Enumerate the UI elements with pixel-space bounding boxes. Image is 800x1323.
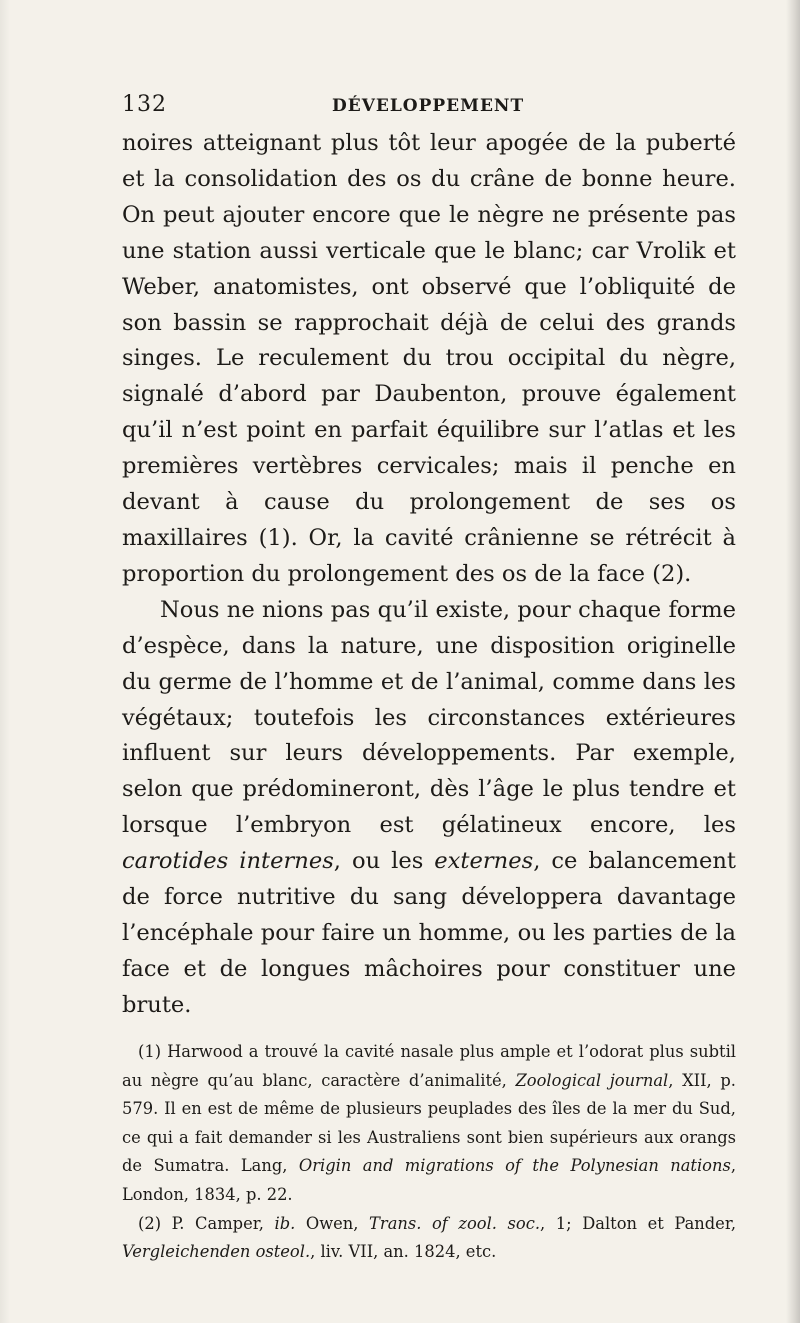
italic-text: Vergleichenden osteol. [122,1242,311,1262]
paragraph [122,126,736,593]
text-run: (2) P. Camper, [138,1213,275,1233]
page-edge-shadow-right [786,0,800,1323]
text-run: , 1; Dalton et Pander, [540,1213,736,1233]
italic-text: externes [434,848,534,875]
text-run: , ou les [333,848,435,875]
text-run: , ce balancement de force nutritive du sang développera davantage l’encéphale pour faire un homme, ou les parties de la face et de longues mâchoires pour constituer une brute. [122,848,736,1018]
footnote [122,1038,736,1210]
italic-text: carotides internes [122,848,334,875]
book-page [122,92,736,1024]
running-title: DÉVELOPPEMENT [332,96,525,116]
running-head [122,92,736,126]
footnote [122,1210,736,1267]
footnotes [122,1038,736,1267]
italic-text: Trans. of zool. soc. [369,1213,541,1233]
text-run: noires atteignant plus tôt leur apogée de la puberté et la consolidation des os du crâne de bonne heure. On peut ajouter encore que le nègre ne présente pas une station aussi verticale que le blanc; car Vrolik et Weber, anatomistes, ont observé que l’obliquité de son bassin se rapprochait déjà de celui des grands singes. Le reculement du trou occipital du nègre, signalé d’abord par Daubenton, prouve également qu’il n’est point en parfait équilibre sur l’atlas et les premières vertèbres cervicales; mais il penche en devant à cause du prolongement de ses os maxillaires (1). Or, la cavité crânienne se rétrécit à proportion du prolongement des os de la face (2). [122,130,736,587]
text-run: Owen, [295,1213,370,1233]
body-text [122,126,736,1024]
text-run: , London, 1834, p. 22. [122,1156,736,1204]
text-run: , XII, p. 579. Il en est de même de plusieurs peuplades des îles de la mer du Sud, ce qui a fait demander si les Australiens sont bien supérieurs aux orangs de Sumatra. Lang, [122,1070,736,1176]
italic-text: Origin and migrations of the Polynesian nations [298,1156,731,1176]
text-run: , liv. VII, an. 1824, etc. [310,1242,497,1262]
page-edge-shadow-left [0,0,10,1323]
page-number: 132 [122,92,167,117]
text-run: Nous ne nions pas qu’il existe, pour chaque forme d’espèce, dans la nature, une disposition originelle du germe de l’homme et de l’animal, comme dans les végétaux; toutefois les circonstances extérieures influent sur leurs développements. Par exemple, selon que prédomineront, dès l’âge le plus tendre et lorsque l’embryon est gélatineux encore, les [122,596,736,839]
text-run: (1) Harwood a trouvé la cavité nasale plus ample et l’odorat plus subtil au nègre qu’au blanc, caractère d’animalité, [122,1042,736,1090]
italic-text: Zoological journal [515,1070,669,1090]
italic-text: ib. [274,1213,296,1233]
paragraph [122,593,736,1024]
